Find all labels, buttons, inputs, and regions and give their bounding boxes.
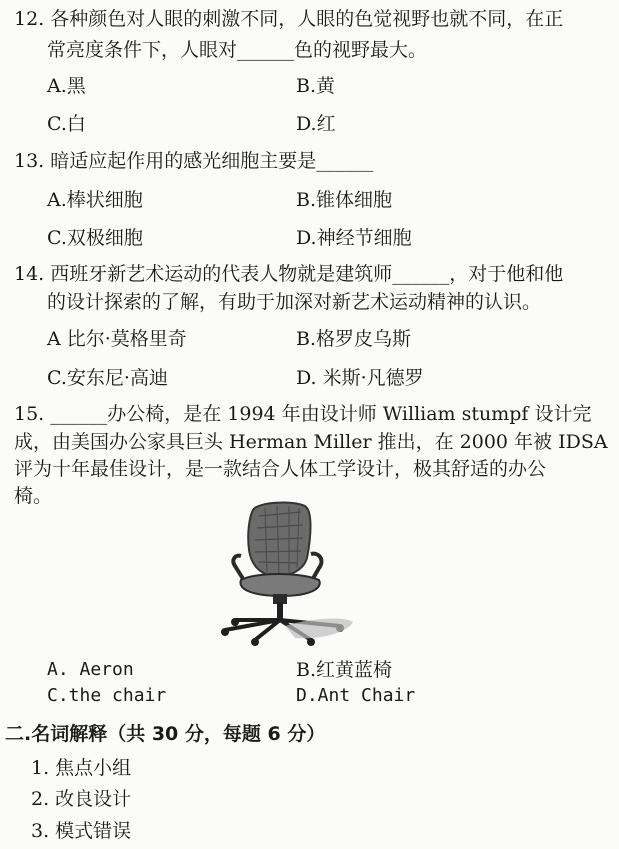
question-12-option-b: B.黄 [296,75,336,97]
question-14-line-2: 的设计探索的了解，有助于加深对新艺术运动精神的认识。 [47,291,542,313]
question-12-option-a: A.黑 [47,75,86,97]
question-15-option-b: B.红黄蓝椅 [296,659,393,681]
question-14-option-c: C.安东尼·高迪 [47,367,168,389]
question-15-line-2: 成，由美国办公家具巨头 Herman Miller 推出，在 2000 年被 IDSA [14,431,608,453]
question-12-line-2: 常亮度条件下，人眼对______色的视野最大。 [47,39,428,61]
term-item-2: 2. 改良设计 [31,788,132,810]
question-15-option-c: C.the chair [47,685,167,706]
question-12-option-d: D.红 [296,113,336,135]
question-12-option-c: C.白 [47,113,86,135]
question-13-option-c: C.双极细胞 [47,227,143,249]
question-13-option-a: A.棒状细胞 [47,189,143,211]
question-13-option-d: D.神经节细胞 [296,227,412,249]
question-14-option-b: B.格罗皮乌斯 [296,328,412,350]
question-15-line-3: 评为十年最佳设计，是一款结合人体工学设计，极其舒适的办公 [14,458,547,480]
term-item-3: 3. 模式错误 [31,820,132,842]
question-15-line-1: 15. ______办公椅，是在 1994 年由设计师 William stumpf 设计完 [14,403,592,425]
question-13-line-1: 13. 暗适应起作用的感光细胞主要是______ [14,150,374,172]
question-13-option-b: B.锥体细胞 [296,189,393,211]
office-chair-image [215,498,355,648]
question-14-option-a: A 比尔·莫格里奇 [47,328,187,350]
question-14-option-d: D. 米斯·凡德罗 [296,367,424,389]
question-15-line-4: 椅。 [14,485,53,507]
question-15-option-a: A. Aeron [47,659,134,680]
question-12-line-1: 12. 各种颜色对人眼的刺激不同，人眼的色觉视野也就不同，在正 [14,8,564,30]
section-2-heading: 二.名词解释（共 30 分，每题 6 分） [5,723,326,745]
term-item-1: 1. 焦点小组 [31,757,132,779]
question-14-line-1: 14. 西班牙新艺术运动的代表人物就是建筑师______，对于他和他 [14,263,564,285]
question-15-option-d: D.Ant Chair [296,685,416,706]
